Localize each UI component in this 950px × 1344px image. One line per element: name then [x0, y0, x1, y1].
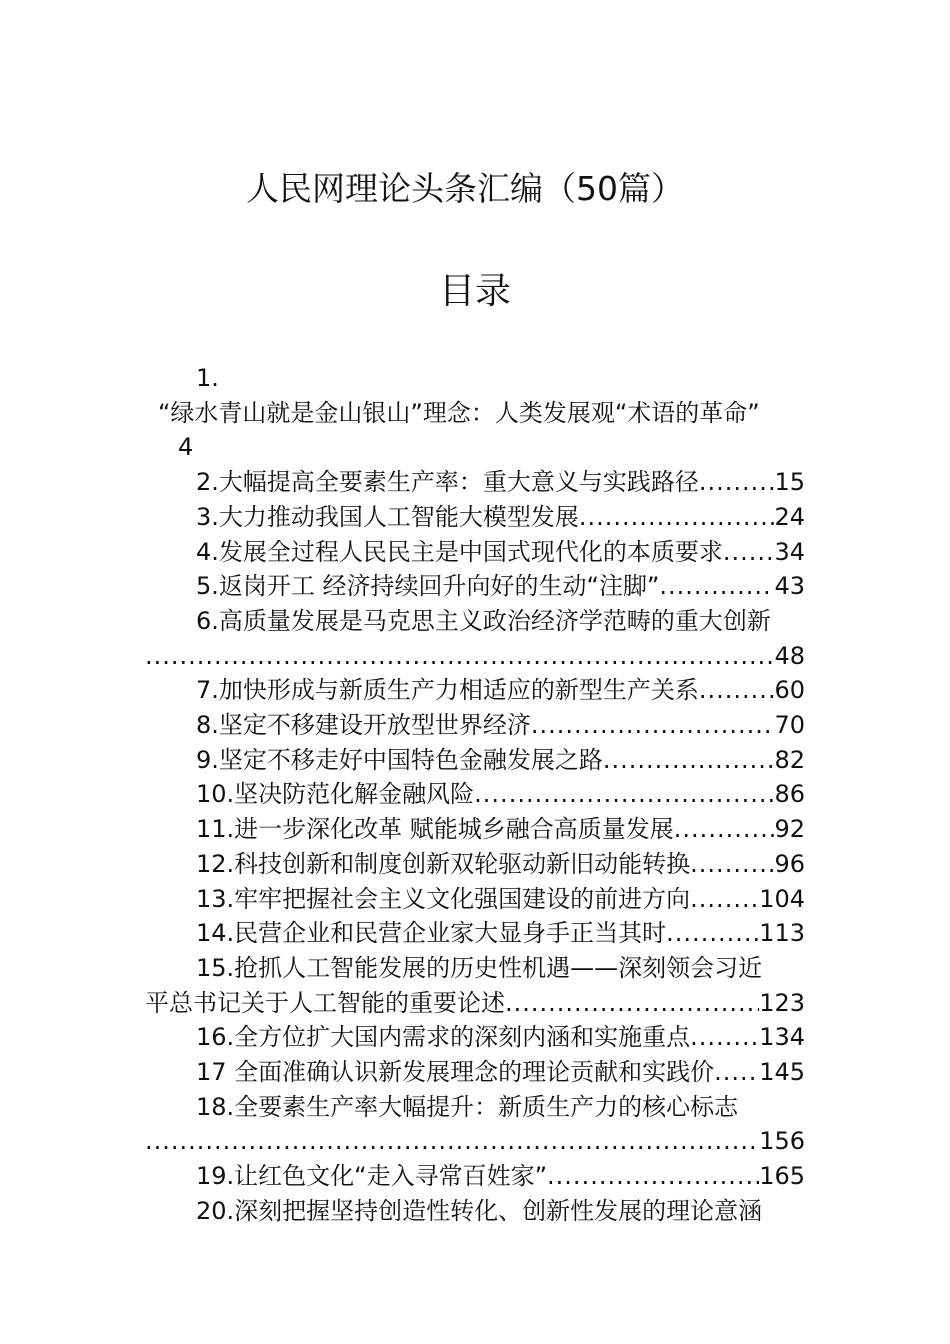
toc-entry-18-title-line[interactable]	[196, 1090, 805, 1125]
toc-entry-page: 145	[759, 1058, 805, 1086]
dot-leader	[690, 1020, 759, 1055]
toc-entry-title: 17 全面准确认识新发展理念的理论贡献和实践价	[196, 1058, 715, 1086]
toc-heading: 目录	[438, 271, 511, 312]
toc-entry-title: 14.民营企业和民营企业家大显身手正当其时	[196, 919, 667, 948]
toc-entry-title: 10.坚决防范化解金融风险	[196, 780, 475, 809]
toc-entry-title: 19.让红色文化“走入寻常百姓家”	[196, 1162, 548, 1191]
toc-entry-title: 2.大幅提高全要素生产率：重大意义与实践路径	[196, 468, 699, 497]
dot-leader	[699, 673, 775, 708]
dot-leader	[690, 882, 759, 917]
toc-entry-15-line1[interactable]	[196, 951, 805, 986]
toc-entry-page: 96	[774, 849, 805, 878]
dot-leader	[690, 847, 774, 882]
dot-leader	[674, 812, 775, 847]
toc-entry-5[interactable]	[196, 569, 805, 604]
dot-leader	[145, 1124, 759, 1159]
toc-entry-14[interactable]	[196, 916, 805, 951]
toc-entry-2[interactable]	[196, 465, 805, 500]
dot-leader	[579, 500, 775, 535]
toc-entry-page: 113	[759, 919, 805, 948]
toc-entry-10[interactable]	[196, 777, 805, 812]
toc-entry-page: 34	[774, 537, 805, 566]
dot-leader	[659, 569, 774, 604]
toc-entry-title: 18.全要素生产率大幅提升：新质生产力的核心标志	[196, 1092, 739, 1121]
toc-entry-title: “绿水青山就是金山银山”理念：人类发展观“术语的革命”	[158, 398, 760, 427]
toc-entry-9[interactable]	[196, 743, 805, 778]
toc-entry-page: 43	[774, 572, 805, 601]
toc-entry-7[interactable]	[196, 673, 805, 708]
toc-entry-page: 156	[759, 1127, 805, 1156]
toc-entry-6-title-line[interactable]	[196, 604, 805, 639]
toc-entry-title: 11.进一步深化改革 赋能城乡融合高质量发展	[196, 815, 674, 844]
toc-entry-15-line2[interactable]	[145, 986, 805, 1021]
toc-entry-18-page-line[interactable]	[145, 1124, 805, 1159]
toc-entry-title: 15.抢抓人工智能发展的历史性机遇——深刻领会习近	[196, 953, 763, 982]
toc-entry-page: 86	[774, 780, 805, 809]
dot-leader	[699, 465, 775, 500]
toc-entry-page: 70	[774, 711, 805, 739]
toc-entry-page: 165	[759, 1162, 805, 1191]
dot-leader	[474, 777, 774, 812]
dot-leader	[505, 986, 759, 1021]
dot-leader	[666, 916, 759, 951]
toc-entry-title: 6.高质量发展是马克思主义政治经济学范畴的重大创新	[196, 606, 771, 635]
dot-leader	[723, 535, 775, 570]
toc-entry-title: 9.坚定不移走好中国特色金融发展之路	[196, 745, 603, 774]
toc-entry-page: 123	[759, 988, 805, 1017]
dot-leader	[145, 639, 774, 674]
toc-entry-1-title-line[interactable]	[158, 396, 805, 431]
toc-entry-title: 13.牢牢把握社会主义文化强国建设的前进方向	[196, 884, 691, 913]
toc-entry-title: 12.科技创新和制度创新双轮驱动新旧动能转换	[196, 849, 691, 878]
toc-entry-11[interactable]	[196, 812, 805, 847]
toc-entry-page: 60	[774, 676, 805, 705]
toc-entry-page: 92	[774, 815, 805, 844]
toc-entry-8[interactable]	[196, 708, 805, 743]
toc-entry-page: 4	[178, 433, 194, 462]
toc-entry-number: 1.	[196, 364, 219, 392]
toc-entry-title: 20.深刻把握坚持创造性转化、创新性发展的理论意涵	[196, 1196, 763, 1225]
toc-entry-title: 8.坚定不移建设开放型世界经济	[196, 711, 531, 739]
toc-entry-title: 4.发展全过程人民民主是中国式现代化的本质要求	[196, 537, 723, 566]
toc-entry-19[interactable]	[196, 1159, 805, 1194]
toc-entry-13[interactable]	[196, 882, 805, 917]
toc-entry-4[interactable]	[196, 535, 805, 570]
dot-leader	[531, 708, 775, 743]
toc-entry-17[interactable]	[196, 1055, 805, 1090]
toc-entry-title: 16.全方位扩大国内需求的深刻内涵和实施重点	[196, 1023, 691, 1052]
toc-entry-page: 48	[774, 641, 805, 670]
toc-entry-title: 5.返岗开工 经济持续回升向好的生动“注脚”	[196, 572, 660, 601]
toc-entry-page: 15	[774, 468, 805, 497]
toc-entry-page: 134	[759, 1023, 805, 1052]
toc-entry-page: 24	[774, 502, 805, 531]
toc-entry-page: 104	[759, 884, 805, 913]
toc-entry-20[interactable]	[196, 1194, 805, 1229]
toc-entry-title: 7.加快形成与新质生产力相适应的新型生产关系	[196, 676, 699, 705]
dot-leader	[547, 1159, 759, 1194]
toc-entry-3[interactable]	[196, 500, 805, 535]
toc-entry-6-page-line[interactable]	[145, 639, 805, 674]
toc-entry-page: 82	[774, 745, 805, 774]
dot-leader	[603, 743, 775, 778]
toc-entry-12[interactable]	[196, 847, 805, 882]
toc-entry-1-page-line[interactable]	[178, 430, 805, 465]
dot-leader	[714, 1055, 759, 1090]
toc-entry-16[interactable]	[196, 1020, 805, 1055]
document-title: 人民网理论头条汇编（50篇）	[246, 169, 684, 208]
toc-entry-1-number-line[interactable]	[196, 361, 805, 396]
toc-entry-title: 平总书记关于人工智能的重要论述	[145, 988, 505, 1017]
toc-entry-title: 3.大力推动我国人工智能大模型发展	[196, 502, 579, 531]
